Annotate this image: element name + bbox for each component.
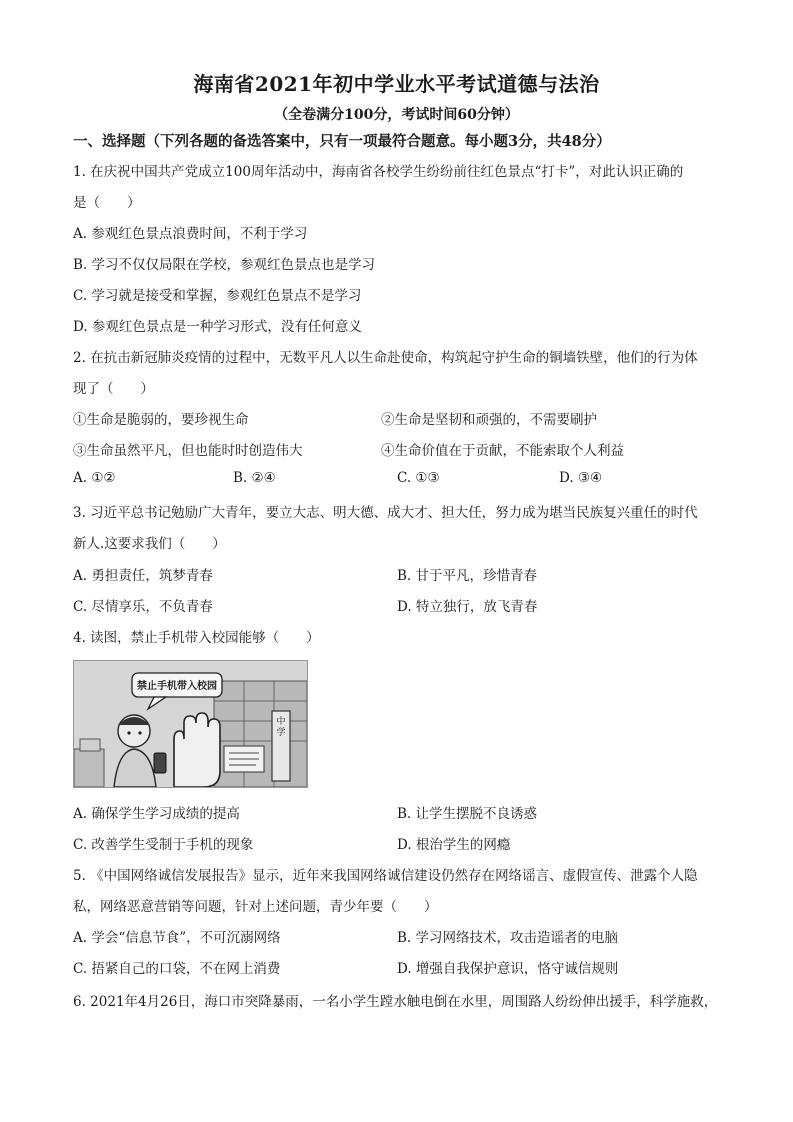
q1-option-c: C. 学习就是接受和掌握，参观红色景点不是学习 [73,288,362,304]
q2-statement-2: ②生命是坚韧和顽强的，不需要刷护 [381,412,597,428]
section-heading: 一、选择题（下列各题的备选答案中，只有一项最符合题意。每小题3分，共48分） [73,133,611,150]
q4-option-d: D. 根治学生的网瘾 [397,837,511,853]
q3-option-a: A. 勇担责任，筑梦青春 [73,568,213,584]
q4-illustration [73,660,308,788]
q3-stem-line2: 新人.这要求我们（ ） [73,536,226,552]
q5-stem-line1: 5. 《中国网络诚信发展报告》显示，近年来我国网络诚信建设仍然存在网络谣言、虚假宣传、泄露个人隐 [73,868,698,884]
q5-option-a: A. 学会“信息节食”，不可沉溺网络 [73,930,281,946]
q2-stem-line2: 现了（ ） [73,381,154,397]
q2-statement-4: ④生命价值在于贡献，不能索取个人利益 [381,443,624,459]
q2-option-c: C. ①③ [397,470,440,486]
q2-statement-3: ③生命虽然平凡，但也能时时创造伟大 [73,443,303,459]
q5-option-b: B. 学习网络技术，攻击造谣者的电脑 [397,930,619,946]
q2-stem-line1: 2. 在抗击新冠肺炎疫情的过程中，无数平凡人以生命赴使命，构筑起守护生命的铜墙铁壁，他们的行为体 [73,350,698,366]
q1-stem-line2: 是（ ） [73,195,141,211]
q5-stem-line2: 私，网络恶意营销等问题，针对上述问题，青少年要（ ） [73,899,438,915]
q3-option-d: D. 特立独行，放飞青春 [397,599,538,615]
q5-option-c: C. 捂紧自己的口袋，不在网上消费 [73,961,281,977]
q3-option-b: B. 甘于平凡，珍惜青春 [397,568,538,584]
illustration-bubble-text: 禁止手机带入校园 [137,681,217,692]
q2-statement-1: ①生命是脆弱的，要珍视生命 [73,412,249,428]
q3-stem-line1: 3. 习近平总书记勉励广大青年，要立大志、明大德、成大才、担大任，努力成为堪当民族复兴重任的时代 [73,505,698,521]
q2-option-a: A. ①② [73,470,116,486]
q4-option-b: B. 让学生摆脱不良诱惑 [397,806,538,822]
q4-option-c: C. 改善学生受制于手机的现象 [73,837,254,853]
q5-option-d: D. 增强自我保护意识，恪守诚信规则 [397,961,619,977]
q6-stem-line1: 6. 2021年4月26日，海口市突降暴雨，一名小学生蹚水触电倒在水里，周围路人纷纷伸出援手，科学施救， [73,994,718,1010]
page-subtitle: （全卷满分100分，考试时间60分钟） [274,107,519,123]
q2-option-b: B. ②④ [233,470,276,486]
q1-option-a: A. 参观红色景点浪费时间，不利于学习 [73,226,308,242]
page-title: 海南省2021年初中学业水平考试道德与法治 [193,72,600,96]
illustration-gate-sign: 中学 [276,717,286,738]
q1-option-d: D. 参观红色景点是一种学习形式，没有任何意义 [73,319,362,335]
q1-stem-line1: 1. 在庆祝中国共产党成立100周年活动中，海南省各校学生纷纷前往红色景点“打卡”，对此认识正确的 [73,164,684,180]
q1-option-b: B. 学习不仅仅局限在学校，参观红色景点也是学习 [73,257,376,273]
q2-option-d: D. ③④ [559,470,603,486]
q3-option-c: C. 尽情享乐，不负青春 [73,599,213,615]
q4-option-a: A. 确保学生学习成绩的提高 [73,806,240,822]
q4-stem: 4. 读图，禁止手机带入校园能够（ ） [73,630,320,646]
